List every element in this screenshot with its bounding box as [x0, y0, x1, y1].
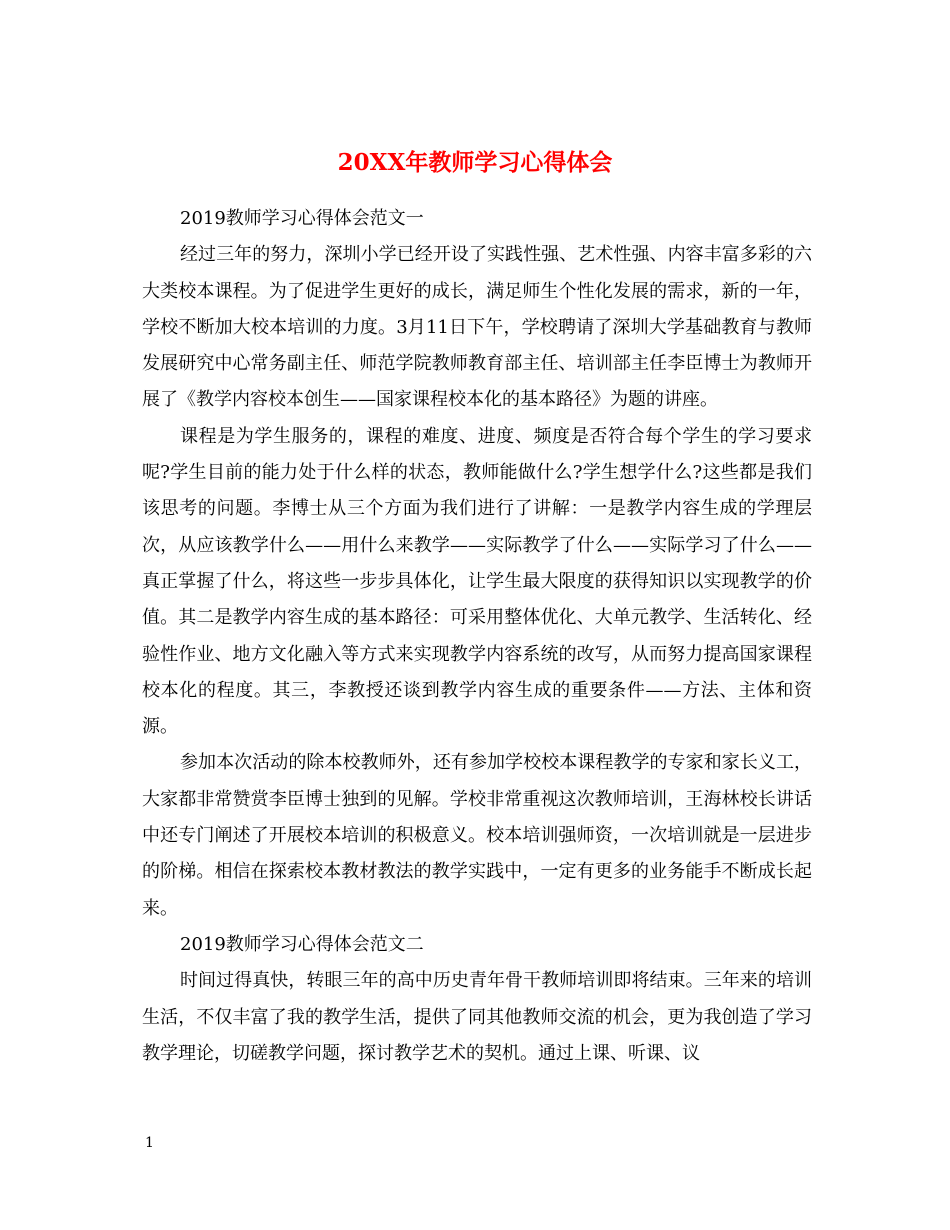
page-number: 1 — [145, 1135, 154, 1151]
paragraph: 课程是为学生服务的，课程的难度、进度、频度是否符合每个学生的学习要求呢?学生目前的能力处于什么样的状态，教师能做什么?学生想学什么?这些都是我们该思考的问题。李博士从三个方面为我们进行了讲解：一是教学内容生成的学理层次，从应该教学什么——用什么来教学——实际教学了什么——实际学习了什么——真正掌握了什么，将这些一步步具体化，让学生最大限度的获得知识以实现教学的价值。其二是教学内容生成的基本路径：可采用整体优化、大单元教学、生活转化、经验性作业、地方文化融入等方式来实现教学内容系统的改写，从而努力提高国家课程校本化的程度。其三，李教授还谈到教学内容生成的重要条件——方法、主体和资源。 — [142, 425, 812, 738]
document-title: 20XX年教师学习心得体会 — [337, 149, 613, 177]
section-heading-2: 2019教师学习心得体会范文二 — [180, 933, 424, 955]
document-body — [142, 201, 812, 1072]
paragraph: 参加本次活动的除本校教师外，还有参加学校校本课程教学的专家和家长义工，大家都非常赞赏李臣博士独到的见解。学校非常重视这次教师培训，王海林校长讲话中还专门阐述了开展校本培训的积极意义。校本培训强师资，一次培训就是一层进步的阶梯。相信在探索校本教材教法的教学实践中，一定有更多的业务能手不断成长起来。 — [142, 752, 812, 919]
section-heading-1: 2019教师学习心得体会范文一 — [180, 208, 424, 229]
paragraph: 时间过得真快，转眼三年的高中历史青年骨干教师培训即将结束。三年来的培训生活，不仅丰富了我的教学生活，提供了同其他教师交流的机会，更为我创造了学习教学理论，切磋教学问题，探讨教学艺术的契机。通过上课、听课、议 — [142, 970, 812, 1064]
paragraph: 经过三年的努力，深圳小学已经开设了实践性强、艺术性强、内容丰富多彩的六大类校本课程。为了促进学生更好的成长，满足师生个性化发展的需求，新的一年，学校不断加大校本培训的力度。3月11日下午，学校聘请了深圳大学基础教育与教师发展研究中心常务副主任、师范学院教师教育部主任、培训部主任李臣博士为教师开展了《教学内容校本创生——国家课程校本化的基本路径》为题的讲座。 — [142, 244, 812, 411]
